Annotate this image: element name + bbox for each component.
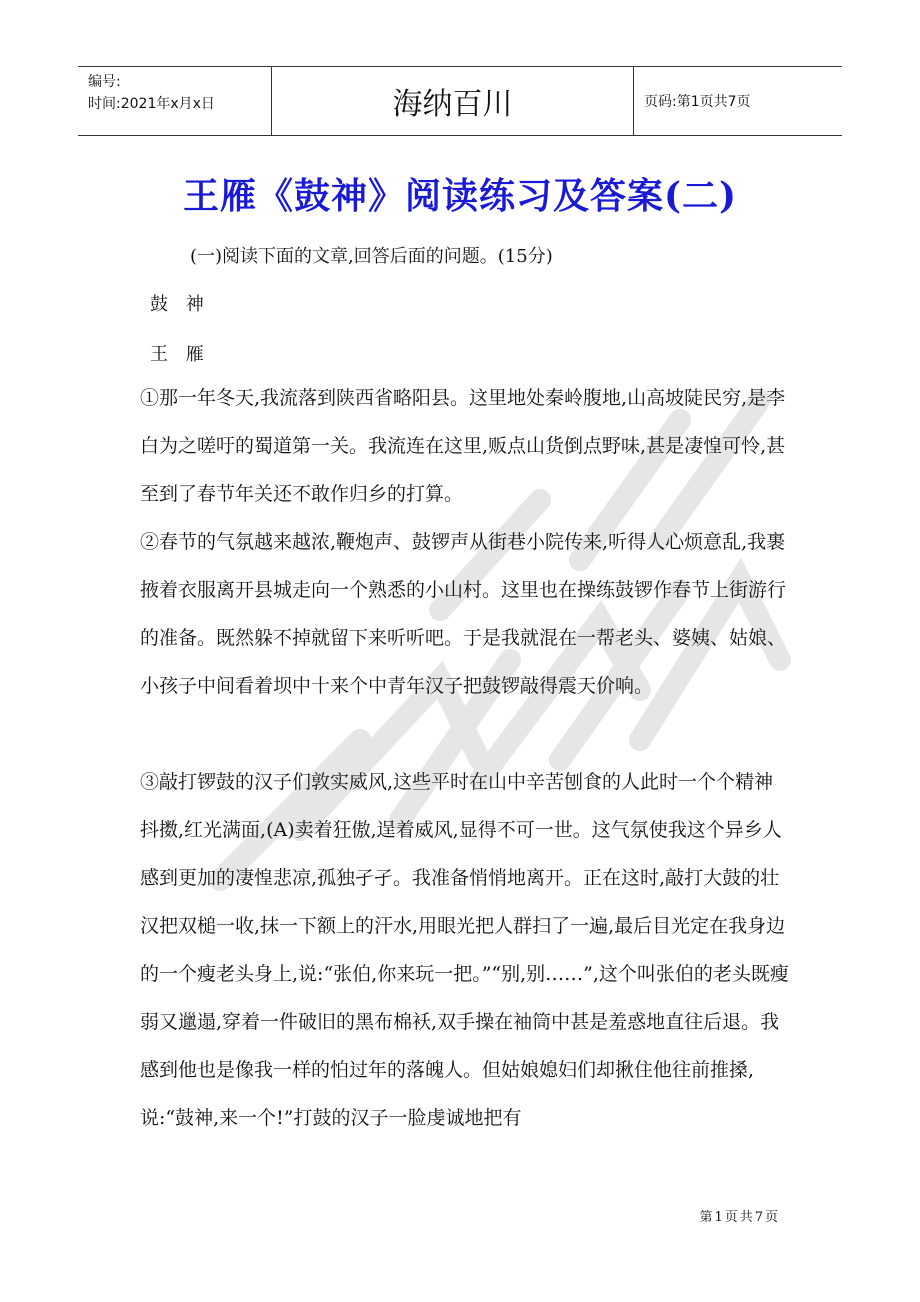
paragraph-1: ①那一年冬天,我流落到陕西省略阳县。这里地处秦岭腹地,山高坡陡民穷,是李白为之嗟吁的蜀道第一关。我流连在这里,贩点山货倒点野味,甚是凄惶可怜,甚至到了春节年关还不敢作归乡的打算。 <box>140 387 786 505</box>
document-title: 王雁《鼓神》阅读练习及答案(二) <box>182 175 738 217</box>
paragraph-3: ③敲打锣鼓的汉子们敦实威风,这些平时在山中辛苦刨食的人此时一个个精神抖擞,红光满面,(A)卖着狂傲,逞着威风,显得不可一世。这气氛使我这个异乡人感到更加的凄惶悲凉,孤独孑孑。我准备悄悄地离开。正在这时,敲打大鼓的壮汉把双槌一收,抹一下额上的汗水,用眼光把人群扫了一遍,最后目光定在我身边的一个瘦老头身上,说:“张伯,你来玩一把。”“别,别……”,这个叫张伯的老头既瘦弱又邋遢,穿着一件破旧的黑布棉袄,双手操在袖筒中甚是羞惑地直往后退。我感到他也是像我一样的怕过年的落魄人。但姑娘媳妇们却揪住他往前推搡,说:“鼓神,来一个!”打鼓的汉子一脸虔诚地把有 <box>140 771 789 1129</box>
number-label: 编号: <box>88 74 121 90</box>
header-table <box>78 66 842 136</box>
header-page-cell <box>634 67 842 135</box>
header-meta-cell <box>78 67 272 135</box>
page-info: 页码:第1页共7页 <box>644 94 751 110</box>
instruction-text: (一)阅读下面的文章,回答后面的问题。(15分) <box>190 246 553 267</box>
brand-text: 海纳百川 <box>392 87 513 122</box>
author-name: 王 雁 <box>150 344 210 365</box>
date-label: 时间:2021年x月x日 <box>88 96 215 112</box>
paragraph-2: ②春节的气氛越来越浓,鞭炮声、鼓锣声从街巷小院传来,听得人心烦意乱,我裹掖着衣服离开县城走向一个熟悉的小山村。这里也在操练鼓锣作春节上街游行的准备。既然躲不掉就留下来听听吧。于是我就混在一帮老头、婆姨、姑娘、小孩子中间看着坝中十来个中青年汉子把鼓锣敲得震天价响。 <box>140 531 787 697</box>
story-title: 鼓 神 <box>150 294 210 315</box>
header-brand-cell <box>272 67 634 135</box>
page-footer: 第1页共7页 <box>699 1210 780 1225</box>
